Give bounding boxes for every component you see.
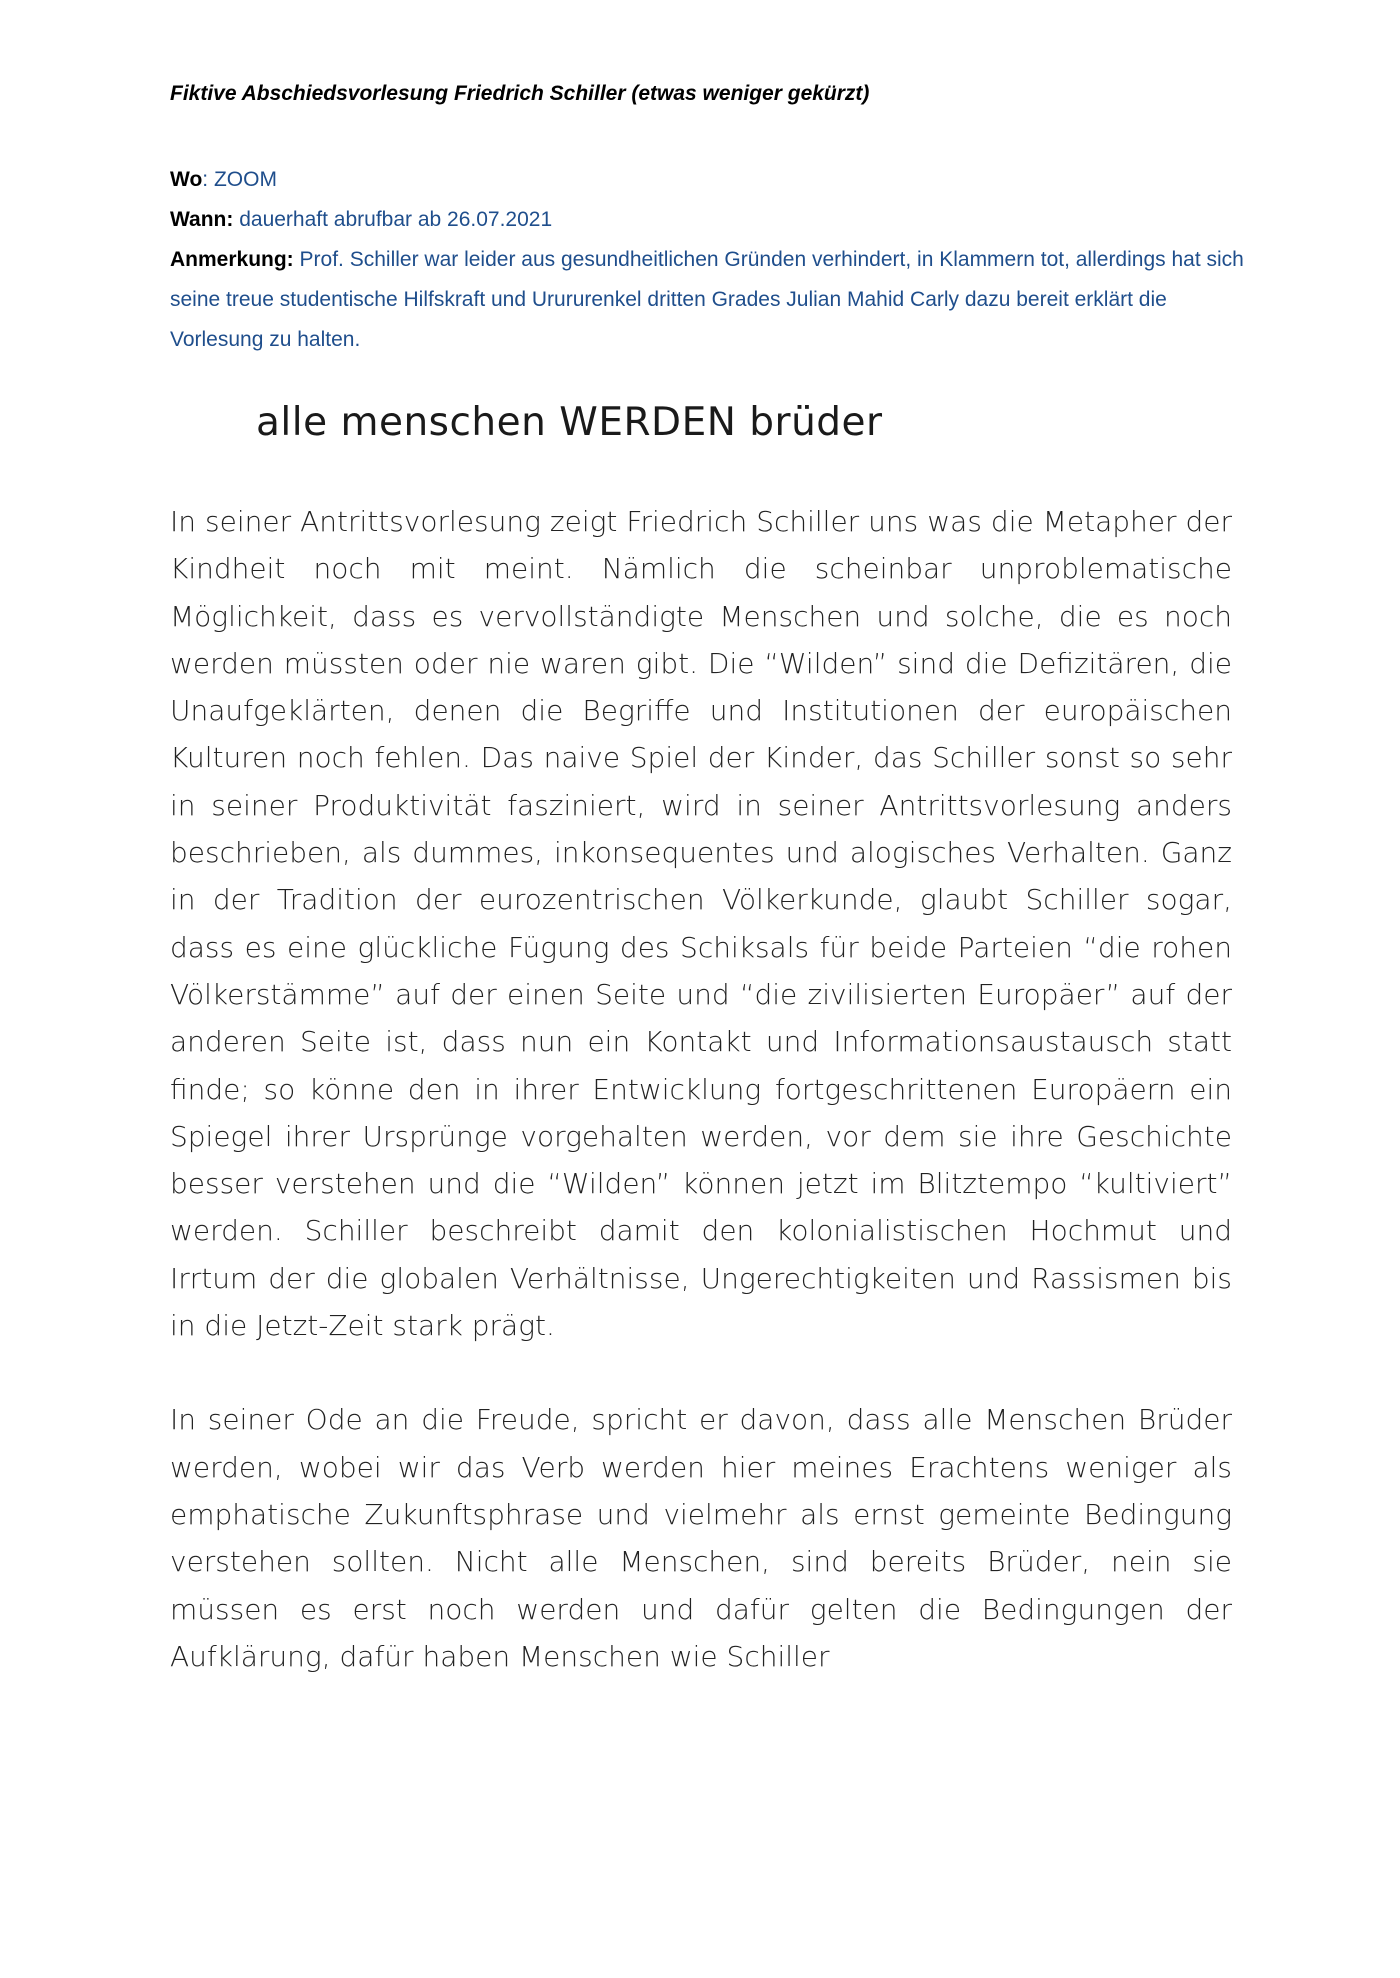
meta-label-anmerkung: Anmerkung: xyxy=(170,248,294,271)
section-heading: alle menschen WERDEN brüder xyxy=(256,400,883,445)
paragraph: In seiner Antrittsvorlesung zeigt Friedrich Schiller uns was die Metapher der Kindheit noch mit meint. Nämlich die scheinbar unproblematische Möglichkeit, dass es vervollständigte Menschen und solche, die es noch werden müssten oder nie waren gibt. Die “Wilden” sind die Defizitären, die Unaufgeklärten, denen die Begriffe und Institutionen der europäischen Kulturen noch fehlen. Das naive Spiel der Kinder, das Schiller sonst so sehr in seiner Produktivität fasziniert, wird in seiner Antrittsvorlesung anders beschrieben, als dummes, inkonsequentes und alogisches Verhalten. Ganz in der Tradition der eurozentrischen Völkerkunde, glaubt Schiller sogar, dass es eine glückliche Fügung des Schiksals für beide Parteien “die rohen Völkerstämme” auf der einen Seite und “die zivilisierten Europäer” auf der anderen Seite ist, dass nun ein Kontakt und Informationsaustausch statt finde; so könne den in ihrer Entwicklung fortgeschrittenen Europäern ein Spiegel ihrer Ursprünge vorgehalten werden, vor dem sie ihre Geschichte besser verstehen und die “Wilden” können jetzt im Blitztempo “kultiviert” werden. Schiller beschreibt damit den kolonialistischen Hochmut und Irrtum der die globalen Verhältnisse, Ungerechtigkeiten und Rassismen bis in die Jetzt-Zeit stark prägt. xyxy=(170,505,1232,1343)
meta-row-anmerkung xyxy=(170,240,1250,360)
meta-colon: : xyxy=(202,168,214,191)
meta-label-wann: Wann: xyxy=(170,208,234,231)
body-text xyxy=(170,498,1232,1680)
paragraph: In seiner Ode an die Freude, spricht er davon, dass alle Menschen Brüder werden, wobei wir das Verb werden hier meines Erachtens weniger als emphatische Zukunftsphrase und vielmehr als ernst gemeinte Bedingung verstehen sollten. Nicht alle Menschen, sind bereits Brüder, nein sie müssen es erst noch werden und dafür gelten die Bedingungen der Aufklärung, dafür haben Menschen wie Schiller xyxy=(170,1403,1232,1673)
meta-value-wo: ZOOM xyxy=(213,168,277,191)
meta-value-wann: dauerhaft abrufbar ab 26.07.2021 xyxy=(239,208,553,231)
meta-row-wo xyxy=(170,160,1250,200)
meta-block xyxy=(170,160,1250,360)
meta-label-wo: Wo xyxy=(170,168,203,191)
document-title: Fiktive Abschiedsvorlesung Friedrich Schiller (etwas weniger gekürzt) xyxy=(170,82,870,105)
meta-value-anmerkung: Prof. Schiller war leider aus gesundheitlichen Gründen verhindert, in Klammern tot, allerdings hat sich seine treue studentische Hilfskraft und Urururenkel dritten Grades Julian Mahid Carly dazu bereit erklärt die Vorlesung zu halten. xyxy=(170,248,1244,351)
meta-row-wann xyxy=(170,200,1250,240)
